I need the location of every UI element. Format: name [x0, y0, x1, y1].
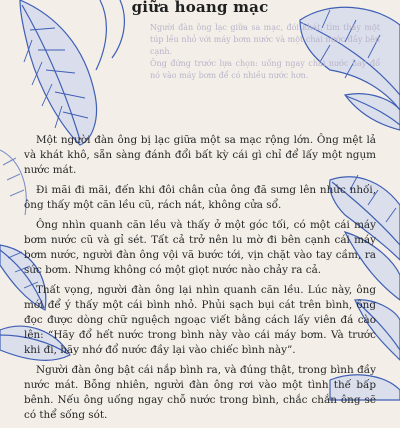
- faded-line: Ông đứng trước lựa chọn: uống ngay chai nước hay đổ nó vào máy bơm để có nhiều nước hơn.: [150, 59, 380, 80]
- leaf-illustration-top-left: [20, 0, 124, 145]
- paragraph: Ông nhìn quanh căn lều và thấy ở một góc tối, có một cái máy bơm nước cũ và gỉ sét. Tất cả trở nên lu mờ đi bên cạnh cái máy bơm nước, người đàn ông vội vã bước tới, vịn chặt vào tay cầm, ra sức bơm. Nhưng không có một giọt nước nào chảy ra cả.: [24, 219, 376, 276]
- paragraph: Một người đàn ông bị lạc giữa một sa mạc rộng lớn. Ông mệt lả và khát khô, sẵn sàng đánh đổi bất kỳ cái gì chỉ để lấy một ngụm nước mát.: [24, 134, 376, 176]
- fern-illustration-left: [0, 150, 26, 215]
- story-body: [24, 133, 376, 428]
- paragraph: Thất vọng, người đàn ông lại nhìn quanh căn lều. Lúc này, ông mới để ý thấy một cái bình nhỏ. Phủi sạch bụi cát trên bình, ông đọc được dòng chữ nguệch ngoạc viết bằng cách lấy viên đá cào lên: “Hãy đổ hết nước trong bình này vào cái máy bơm. Và trước khi đi, hãy nhớ đổ nước đầy lại vào chiếc bình này”.: [24, 284, 376, 356]
- faded-summary-text: [150, 22, 380, 82]
- faded-line: Người đàn ông lạc giữa sa mạc, đói khát, tìm thấy một túp lều nhỏ với máy bơm nước và một chai nước đầy bên cạnh.: [150, 23, 380, 56]
- paragraph: Đi mãi đi mãi, đến khi đôi chân của ông đã sưng lên nhức nhối, ông thấy một căn lều cũ, rách nát, không cửa sổ.: [24, 184, 376, 211]
- paragraph: Người đàn ông bật cái nắp bình ra, và đúng thật, trong bình đầy nước mát. Bỗng nhiên, người đàn ông rơi vào một tình thế bấp bênh. Nếu ông uống ngay chỗ nước trong bình, chắc chắn ông sẽ có thể sống sót.: [24, 364, 376, 421]
- chapter-title: giữa hoang mạc: [131, 0, 269, 16]
